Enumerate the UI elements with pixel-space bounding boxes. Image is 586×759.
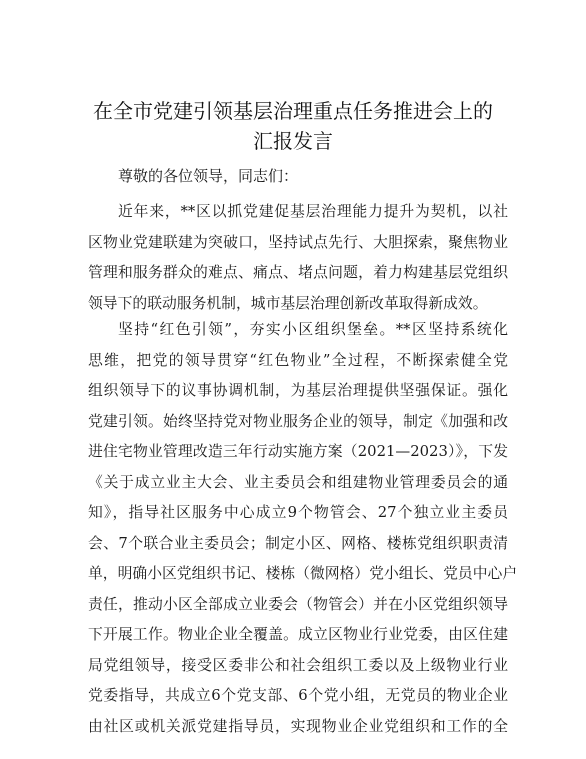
paragraph-line: 知》，指导社区服务中心成立9个物管会、27个独立业主委员 — [88, 504, 508, 521]
paragraph-line: 近年来，**区以抓党建促基层治理能力提升为契机，以社 — [118, 203, 508, 220]
paragraph-line: 局党组领导，接受区委非公和社会组织工委以及上级物业行业 — [88, 656, 508, 674]
paragraph-line: 组织领导下的议事协调机制，为基层治理提供坚强保证。强化 — [88, 382, 508, 399]
title-line-1: 在全市党建引领基层治理重点任务推进会上的 — [93, 99, 493, 123]
document-title — [60, 96, 526, 156]
paragraph-line: 会、7个联合业主委员会；制定小区、网格、楼栋党组织职责清 — [88, 534, 508, 552]
paragraph-line: 由社区或机关派党建指导员，实现物业企业党组织和工作的全 — [88, 717, 508, 735]
paragraph-line: 进住宅物业管理改造三年行动实施方案（2021—2023）》，下发 — [88, 443, 508, 460]
paragraph-line: 党委指导，共成立6个党支部、6个党小组，无党员的物业企业 — [88, 687, 508, 704]
paragraph-line: 领导下的联动服务机制，城市基层治理创新改革取得新成效。 — [88, 294, 488, 312]
paragraph-line: 《关于成立业主大会、业主委员会和组建物业管理委员会的通 — [88, 473, 508, 491]
paragraph-1 — [88, 197, 508, 319]
paragraph-2 — [88, 315, 518, 742]
paragraph-line: 下开展工作。物业企业全覆盖。成立区物业行业党委，由区住建 — [88, 626, 508, 643]
paragraph-line: 单，明确小区党组织书记、楼栋（微网格）党小组长、党员中心户 — [88, 565, 518, 582]
paragraph-line: 思维，把党的领导贯穿“红色物业”全过程，不断探索健全党 — [88, 351, 508, 369]
paragraph-line: 党建引领。始终坚持党对物业服务企业的领导，制定《加强和改 — [88, 412, 508, 430]
title-line-2: 汇报发言 — [253, 129, 333, 153]
paragraph-line: 责任，推动小区全部成立业委会（物管会）并在小区党组织领导 — [88, 595, 508, 613]
paragraph-line: 区物业党建联建为突破口，坚持试点先行、大胆探索，聚焦物业 — [88, 233, 508, 251]
paragraph-line: 坚持“红色引领”，夯实小区组织堡垒。**区坚持系统化 — [118, 321, 508, 338]
paragraph-line: 管理和服务群众的难点、痛点、堵点问题，着力构建基层党组织 — [88, 264, 508, 281]
greeting: 尊敬的各位领导，同志们： — [118, 167, 299, 185]
